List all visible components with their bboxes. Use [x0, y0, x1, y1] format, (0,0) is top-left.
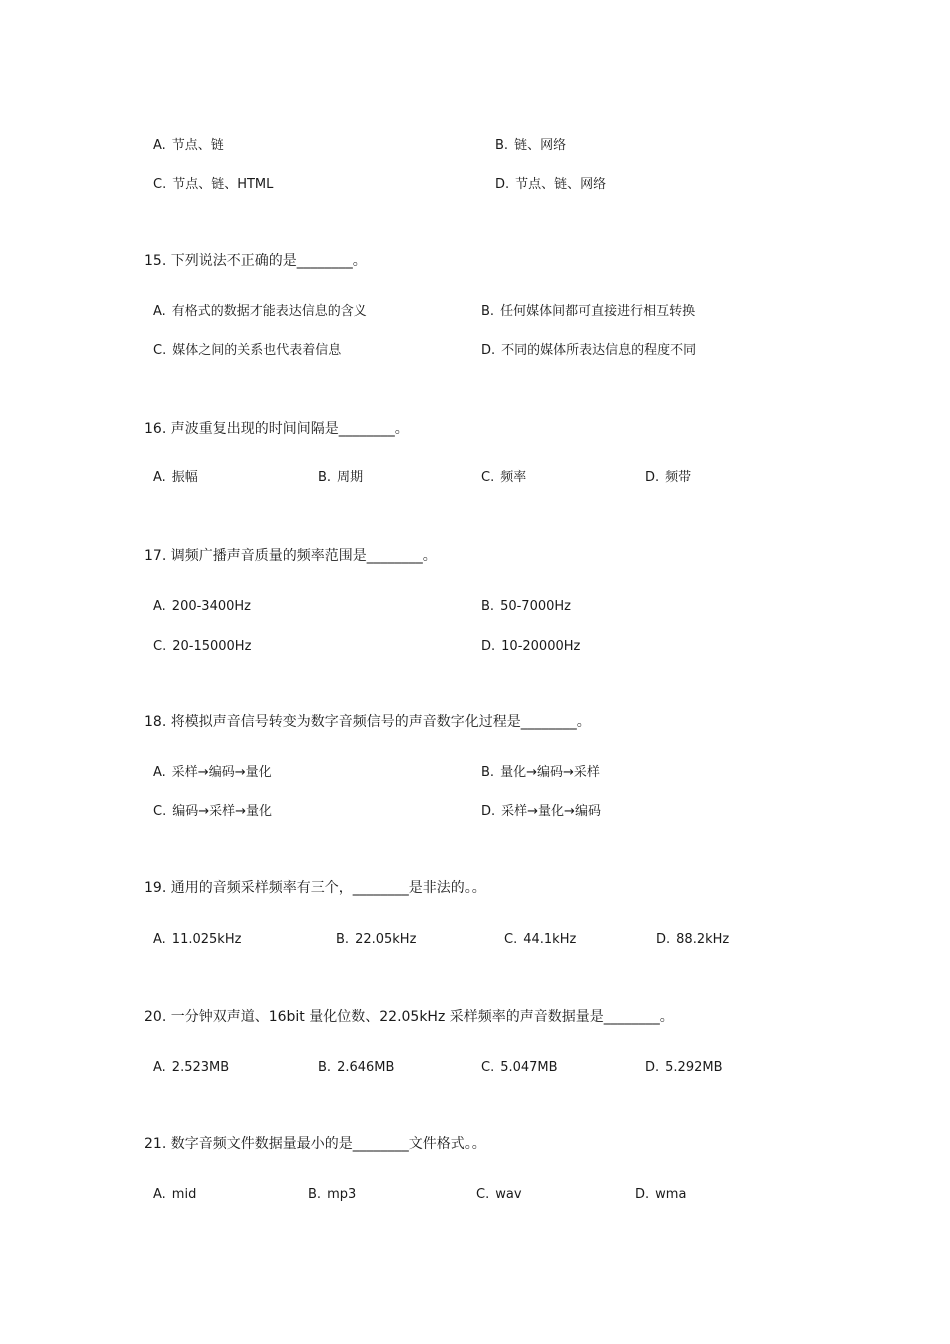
question-text: 数字音频文件数据量最小的是________文件格式。。	[170, 1136, 486, 1152]
option-letter: C.	[153, 343, 167, 358]
q21-option-b	[308, 1187, 356, 1203]
option-letter: B.	[481, 765, 495, 780]
option-letter: B.	[318, 1060, 332, 1075]
option-text: 采样→量化→编码	[501, 804, 601, 819]
option-text: 2.523MB	[171, 1060, 230, 1075]
option-text: 200-3400Hz	[171, 599, 251, 614]
question-number: 17.	[144, 548, 167, 564]
option-letter: A.	[153, 470, 166, 485]
option-letter: A.	[153, 932, 166, 947]
q15-option-a	[153, 304, 367, 320]
q19-option-b	[336, 932, 416, 948]
option-text: 有格式的数据才能表达信息的含义	[171, 304, 367, 319]
option-letter: B.	[495, 138, 509, 153]
option-text: 周期	[337, 470, 364, 485]
option-letter: B.	[336, 932, 350, 947]
question-number: 15.	[144, 253, 167, 269]
question-text: 一分钟双声道、16bit 量化位数、22.05kHz 采样频率的声音数据量是________。	[170, 1009, 674, 1025]
option-letter: D.	[645, 470, 660, 485]
option-letter: D.	[481, 804, 496, 819]
q15-option-b	[481, 304, 695, 320]
option-letter: C.	[504, 932, 518, 947]
q19-stem	[144, 879, 486, 897]
q18-option-c	[153, 804, 272, 820]
q18-stem	[144, 713, 591, 731]
question-text: 下列说法不正确的是________。	[170, 253, 367, 269]
option-letter: C.	[153, 804, 167, 819]
question-text: 调频广播声音质量的频率范围是________。	[170, 548, 437, 564]
option-text: 2.646MB	[337, 1060, 395, 1075]
q20-stem	[144, 1008, 674, 1026]
q15-stem	[144, 252, 367, 270]
option-text: 节点、链	[171, 138, 224, 153]
q20-option-c	[481, 1060, 558, 1076]
q18-option-a	[153, 765, 272, 781]
q20-option-d	[645, 1060, 723, 1076]
option-text: 频带	[665, 470, 692, 485]
q14-option-c	[153, 177, 273, 193]
option-text: 任何媒体间都可直接进行相互转换	[500, 304, 696, 319]
question-text: 声波重复出现的时间间隔是________。	[170, 421, 409, 437]
q17-option-a	[153, 599, 251, 615]
option-text: 20-15000Hz	[172, 639, 252, 654]
option-letter: B.	[308, 1187, 322, 1202]
option-text: 媒体之间的关系也代表着信息	[172, 343, 342, 358]
option-text: 10-20000Hz	[501, 639, 581, 654]
q20-option-a	[153, 1060, 229, 1076]
question-number: 19.	[144, 880, 167, 896]
q17-option-b	[481, 599, 571, 615]
q16-option-a	[153, 470, 198, 486]
q21-stem	[144, 1135, 486, 1153]
option-letter: D.	[656, 932, 671, 947]
q16-option-d	[645, 470, 691, 486]
q21-option-c	[476, 1187, 522, 1203]
q17-option-c	[153, 639, 251, 655]
q14-option-d	[495, 177, 606, 193]
option-text: 不同的媒体所表达信息的程度不同	[501, 343, 697, 358]
q16-stem	[144, 420, 409, 438]
option-letter: A.	[153, 1187, 166, 1202]
option-letter: B.	[481, 304, 495, 319]
q15-option-d	[481, 343, 696, 359]
q15-option-c	[153, 343, 341, 359]
option-letter: A.	[153, 138, 166, 153]
option-text: 88.2kHz	[676, 932, 730, 947]
option-text: 22.05kHz	[355, 932, 417, 947]
q16-option-b	[318, 470, 363, 486]
option-text: 44.1kHz	[523, 932, 577, 947]
option-text: 50-7000Hz	[500, 599, 571, 614]
q18-option-d	[481, 804, 601, 820]
option-text: 编码→采样→量化	[172, 804, 273, 819]
q19-option-d	[656, 932, 729, 948]
question-text: 通用的音频采样频率有三个，________是非法的。。	[170, 880, 486, 896]
question-number: 20.	[144, 1009, 167, 1025]
option-text: 链、网络	[514, 138, 567, 153]
option-text: 量化→编码→采样	[500, 765, 600, 780]
q18-option-b	[481, 765, 600, 781]
q21-option-a	[153, 1187, 196, 1203]
q19-option-c	[504, 932, 576, 948]
question-number: 16.	[144, 421, 167, 437]
option-letter: B.	[481, 599, 495, 614]
option-letter: D.	[495, 177, 510, 192]
option-letter: D.	[645, 1060, 660, 1075]
q20-option-b	[318, 1060, 394, 1076]
option-letter: C.	[476, 1187, 490, 1202]
option-text: 11.025kHz	[171, 932, 242, 947]
option-letter: D.	[635, 1187, 650, 1202]
option-letter: C.	[153, 639, 167, 654]
option-letter: A.	[153, 304, 166, 319]
question-number: 18.	[144, 714, 167, 730]
q19-option-a	[153, 932, 241, 948]
option-text: mid	[171, 1187, 197, 1202]
q21-option-d	[635, 1187, 686, 1203]
option-letter: C.	[153, 177, 167, 192]
question-number: 21.	[144, 1136, 167, 1152]
option-letter: B.	[318, 470, 332, 485]
option-text: 节点、链、HTML	[172, 177, 274, 192]
option-text: 节点、链、网络	[515, 177, 607, 192]
option-letter: D.	[481, 639, 496, 654]
option-letter: A.	[153, 1060, 166, 1075]
q17-option-d	[481, 639, 580, 655]
option-text: 频率	[500, 470, 527, 485]
q14-option-b	[495, 138, 566, 154]
option-letter: C.	[481, 470, 495, 485]
option-text: 采样→编码→量化	[171, 765, 272, 780]
option-letter: A.	[153, 765, 166, 780]
option-letter: C.	[481, 1060, 495, 1075]
option-text: wma	[655, 1187, 687, 1202]
option-text: mp3	[327, 1187, 357, 1202]
option-letter: A.	[153, 599, 166, 614]
q14-option-a	[153, 138, 224, 154]
option-text: 5.292MB	[665, 1060, 723, 1075]
q16-option-c	[481, 470, 526, 486]
q17-stem	[144, 547, 437, 565]
option-letter: D.	[481, 343, 496, 358]
option-text: wav	[495, 1187, 522, 1202]
option-text: 5.047MB	[500, 1060, 558, 1075]
question-text: 将模拟声音信号转变为数字音频信号的声音数字化过程是________。	[170, 714, 591, 730]
option-text: 振幅	[171, 470, 198, 485]
